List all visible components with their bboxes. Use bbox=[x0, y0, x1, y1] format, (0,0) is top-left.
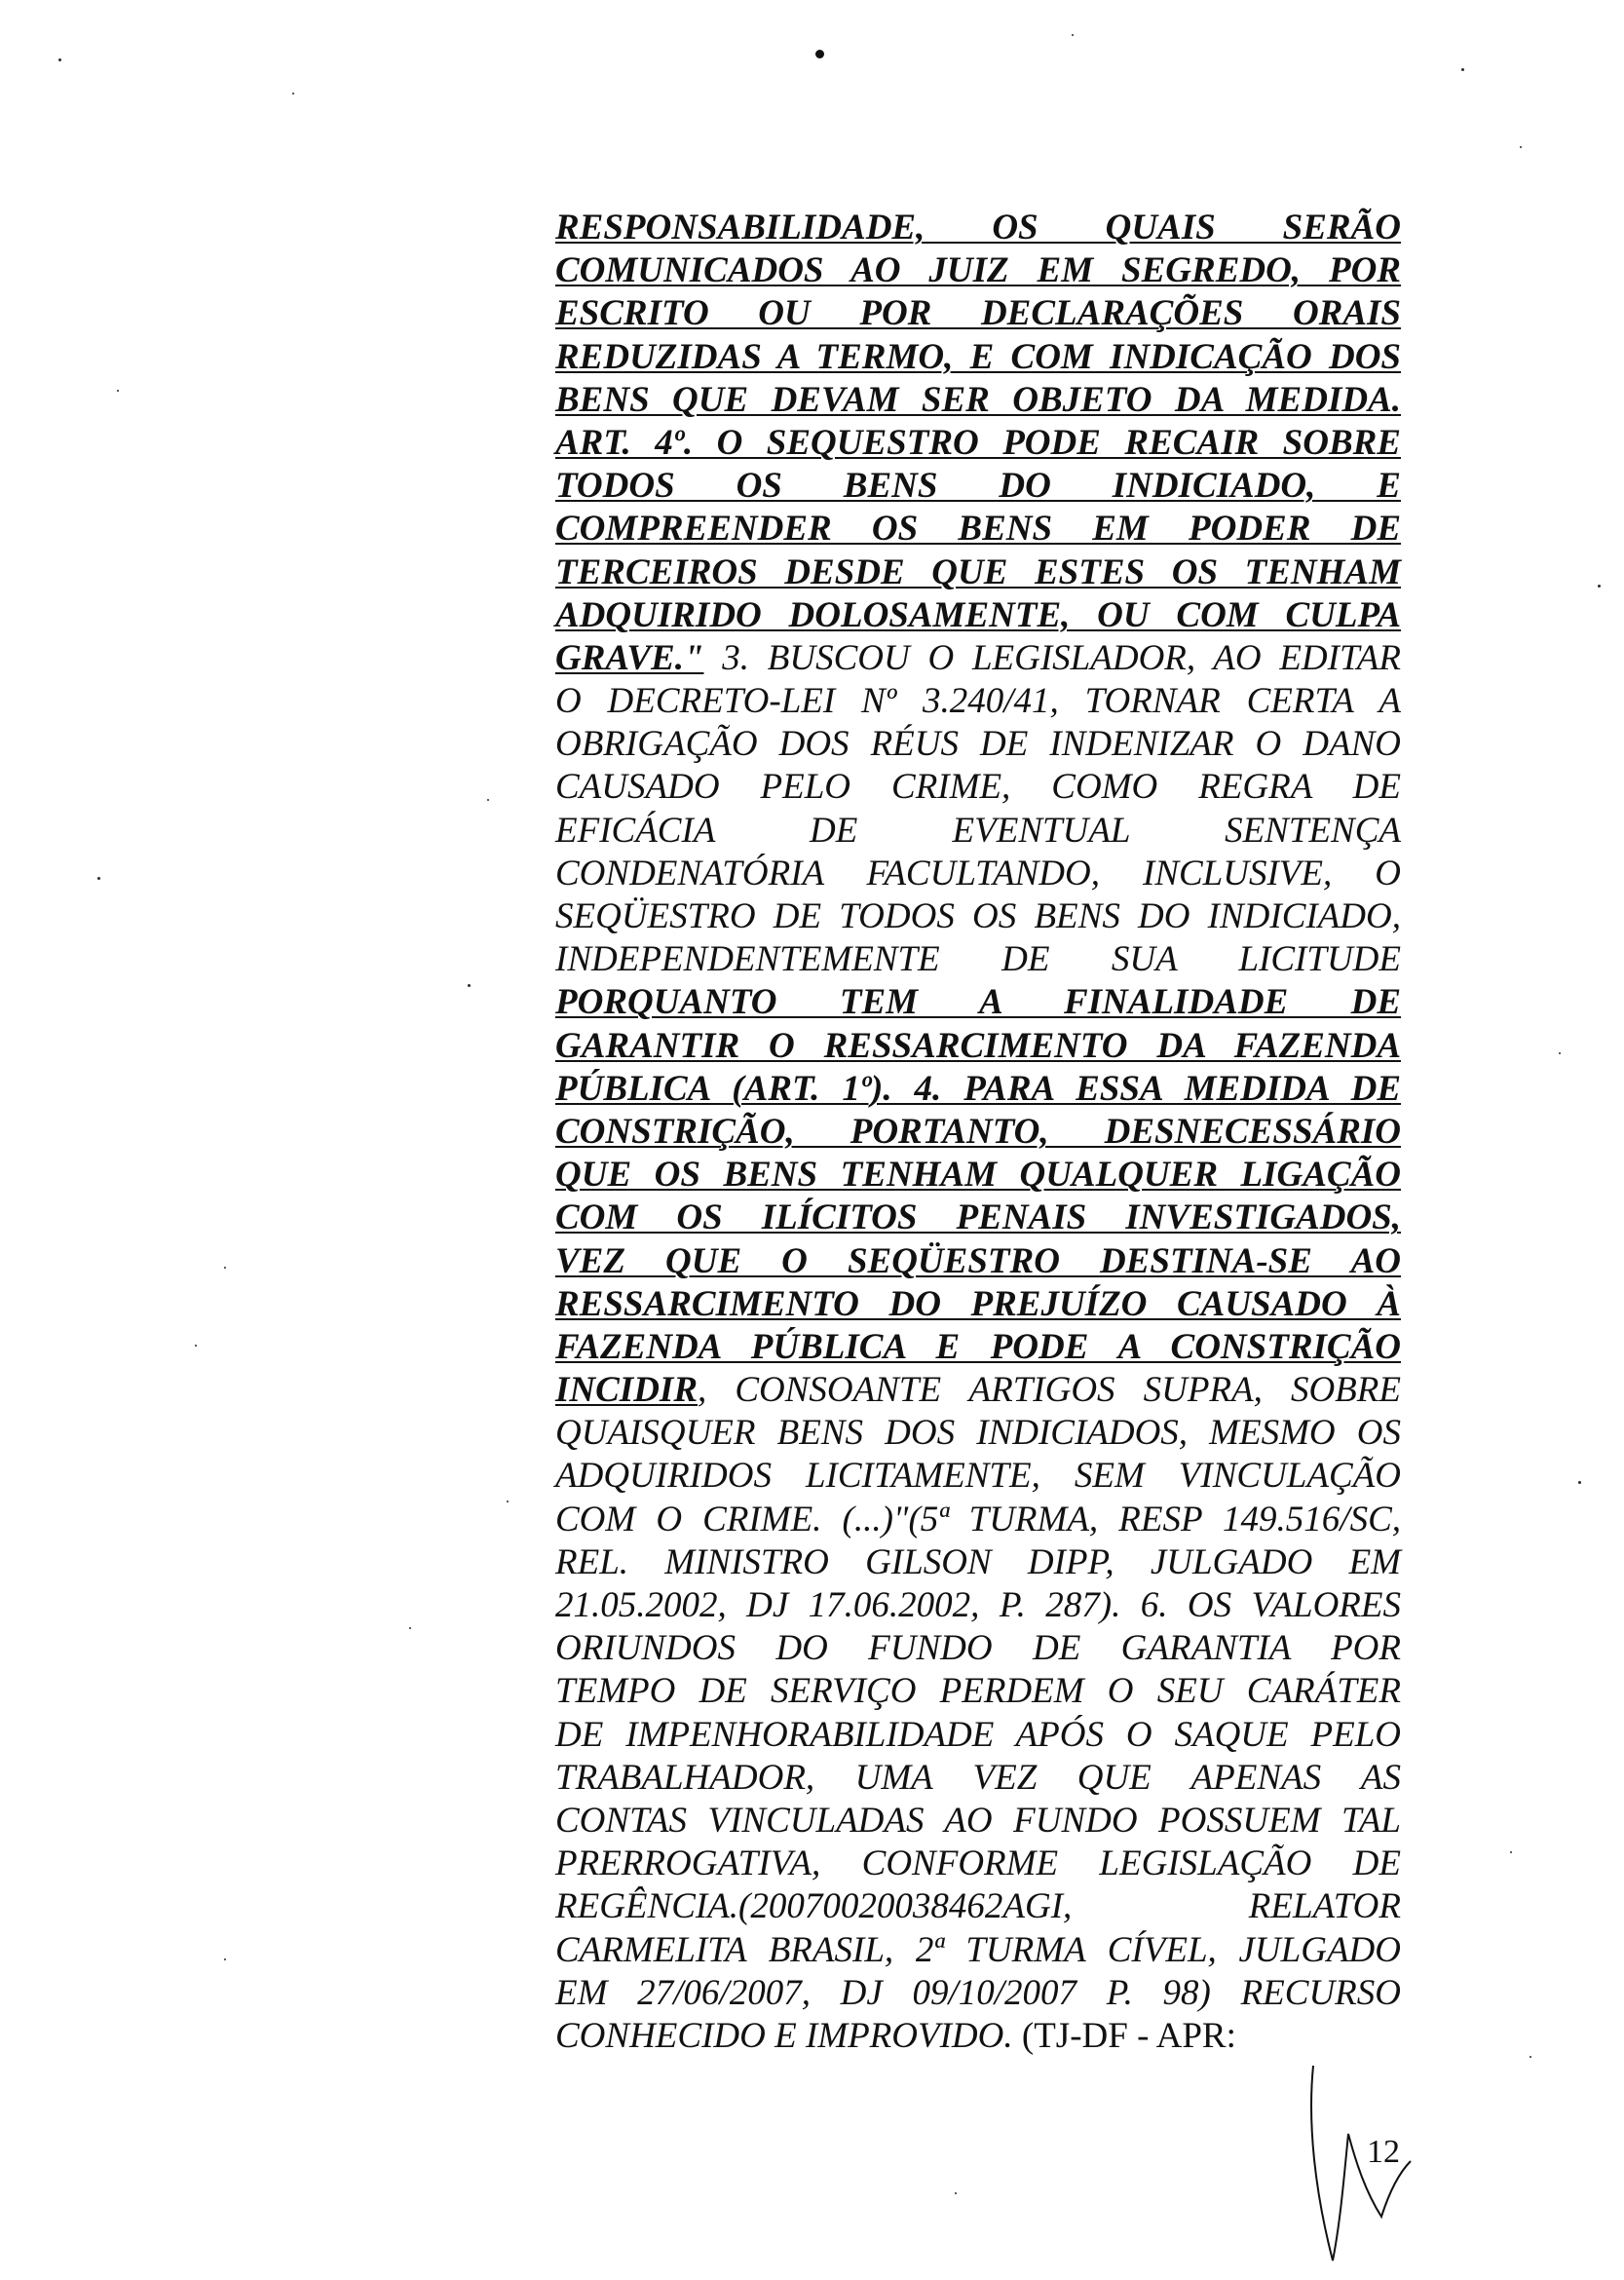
text-segment: PRERROGATIVA, CONFORME LEGISLAÇÃO DE bbox=[555, 1843, 1401, 1884]
text-line bbox=[555, 1326, 1401, 1369]
emphasized-text: QUE OS BENS TENHAM QUALQUER LIGAÇÃO bbox=[555, 1155, 1401, 1196]
text-line bbox=[555, 637, 1401, 680]
emphasized-text: PORQUANTO TEM A FINALIDADE DE bbox=[555, 982, 1401, 1023]
text-line bbox=[555, 1499, 1401, 1541]
emphasized-text: COMUNICADOS AO JUIZ EM SEGREDO, POR bbox=[555, 250, 1401, 291]
scan-speck bbox=[409, 1627, 411, 1629]
text-line bbox=[555, 207, 1401, 249]
text-line bbox=[555, 1025, 1401, 1068]
text-segment: QUAISQUER BENS DOS INDICIADOS, MESMO OS bbox=[555, 1413, 1401, 1454]
text-line bbox=[555, 551, 1401, 594]
text-line bbox=[555, 1627, 1401, 1670]
text-segment: (TJ-DF - APR: bbox=[1012, 2015, 1236, 2056]
text-segment: SEQÜESTRO DE TODOS OS BENS DO INDICIADO, bbox=[555, 896, 1401, 936]
text-line bbox=[555, 336, 1401, 379]
text-line bbox=[555, 292, 1401, 335]
text-segment: TRABALHADOR, UMA VEZ QUE APENAS AS bbox=[555, 1757, 1401, 1798]
scan-speck bbox=[487, 799, 489, 801]
text-segment: TEMPO DE SERVIÇO PERDEM O SEU CARÁTER bbox=[555, 1671, 1401, 1712]
text-line bbox=[555, 981, 1401, 1024]
scan-speck bbox=[1461, 68, 1464, 71]
text-line bbox=[555, 1283, 1401, 1326]
emphasized-text: FAZENDA PÚBLICA E PODE A CONSTRIÇÃO bbox=[555, 1326, 1401, 1367]
emphasized-text: BENS QUE DEVAM SER OBJETO DA MEDIDA. bbox=[555, 379, 1401, 420]
scan-speck bbox=[1578, 1481, 1581, 1484]
text-segment: CARMELITA BRASIL, 2ª TURMA CÍVEL, JULGADO bbox=[555, 1929, 1401, 1970]
emphasized-text: CONSTRIÇÃO, PORTANTO, DESNECESSÁRIO bbox=[555, 1111, 1401, 1152]
text-line bbox=[555, 723, 1401, 766]
page-number: 12 bbox=[1367, 2134, 1400, 2170]
emphasized-text: GRAVE." bbox=[555, 637, 704, 678]
text-line bbox=[555, 810, 1401, 853]
scan-speck bbox=[468, 984, 471, 987]
emphasized-text: ADQUIRIDO DOLOSAMENTE, OU COM CULPA bbox=[555, 594, 1401, 635]
emphasized-text: ART. 4º. O SEQUESTRO PODE RECAIR SOBRE bbox=[555, 422, 1401, 463]
text-segment: OBRIGAÇÃO DOS RÉUS DE INDENIZAR O DANO bbox=[555, 724, 1401, 765]
scan-speck bbox=[195, 1345, 197, 1347]
text-segment: , CONSOANTE ARTIGOS SUPRA, SOBRE bbox=[698, 1370, 1401, 1411]
text-line bbox=[555, 1541, 1401, 1584]
emphasized-text: COM OS ILÍCITOS PENAIS INVESTIGADOS, bbox=[555, 1197, 1401, 1238]
scan-speck bbox=[292, 93, 294, 95]
text-line bbox=[555, 249, 1401, 292]
emphasized-text: TERCEIROS DESDE QUE ESTES OS TENHAM bbox=[555, 551, 1401, 592]
text-line bbox=[555, 938, 1401, 981]
text-line bbox=[555, 680, 1401, 723]
text-segment: COM O CRIME. (...)"(5ª TURMA, RESP 149.516/SC, bbox=[555, 1499, 1401, 1539]
text-line bbox=[555, 1843, 1401, 1885]
text-segment: ADQUIRIDOS LICITAMENTE, SEM VINCULAÇÃO bbox=[555, 1456, 1401, 1497]
emphasized-text: VEZ QUE O SEQÜESTRO DESTINA-SE AO bbox=[555, 1240, 1401, 1281]
scan-speck bbox=[97, 877, 100, 880]
text-line bbox=[555, 1714, 1401, 1757]
text-segment: REL. MINISTRO GILSON DIPP, JULGADO EM bbox=[555, 1541, 1401, 1582]
emphasized-text: INCIDIR bbox=[555, 1370, 698, 1411]
text-line bbox=[555, 1111, 1401, 1154]
text-line bbox=[555, 1584, 1401, 1627]
emphasized-text: ESCRITO OU POR DECLARAÇÕES ORAIS bbox=[555, 293, 1401, 334]
text-line bbox=[555, 508, 1401, 551]
emphasized-text: REDUZIDAS A TERMO, E COM INDICAÇÃO DOS bbox=[555, 336, 1401, 377]
text-line bbox=[555, 465, 1401, 508]
text-segment: EM 27/06/2007, DJ 09/10/2007 P. 98) RECURSO bbox=[555, 1972, 1401, 2013]
scan-speck bbox=[1559, 1052, 1561, 1054]
text-segment: 3. BUSCOU O LEGISLADOR, AO EDITAR bbox=[703, 637, 1401, 678]
text-line bbox=[555, 1670, 1401, 1713]
scan-speck bbox=[224, 1958, 226, 1960]
text-segment: 21.05.2002, DJ 17.06.2002, P. 287). 6. OS VALORES bbox=[555, 1585, 1401, 1625]
emphasized-text: RESSARCIMENTO DO PREJUÍZO CAUSADO À bbox=[555, 1283, 1401, 1324]
text-line bbox=[555, 766, 1401, 809]
text-segment: INDEPENDENTEMENTE DE SUA LICITUDE bbox=[555, 939, 1401, 980]
text-segment: CONTAS VINCULADAS AO FUNDO POSSUEM TAL bbox=[555, 1800, 1401, 1841]
text-line bbox=[555, 1757, 1401, 1800]
scan-speck bbox=[224, 1267, 226, 1269]
scan-speck bbox=[507, 1501, 509, 1502]
text-line bbox=[555, 1885, 1401, 1928]
text-line bbox=[555, 2015, 1401, 2058]
text-segment: REGÊNCIA.(20070020038462AGI, RELATOR bbox=[555, 1886, 1401, 1927]
text-line bbox=[555, 895, 1401, 938]
text-segment: CAUSADO PELO CRIME, COMO REGRA DE bbox=[555, 767, 1401, 808]
text-line bbox=[555, 1929, 1401, 1972]
text-segment: CONHECIDO E IMPROVIDO. bbox=[555, 2015, 1013, 2056]
scan-speck bbox=[117, 390, 119, 392]
text-segment: ORIUNDOS DO FUNDO DE GARANTIA POR bbox=[555, 1628, 1401, 1669]
emphasized-text: COMPREENDER OS BENS EM PODER DE bbox=[555, 509, 1401, 550]
scan-speck bbox=[1530, 2056, 1531, 2058]
text-line bbox=[555, 1068, 1401, 1111]
text-line bbox=[555, 1197, 1401, 1239]
scan-speck bbox=[1598, 585, 1601, 588]
emphasized-text: GARANTIR O RESSARCIMENTO DA FAZENDA bbox=[555, 1025, 1401, 1066]
text-line bbox=[555, 1369, 1401, 1412]
text-segment: EFICÁCIA DE EVENTUAL SENTENÇA bbox=[555, 810, 1401, 851]
scan-speck bbox=[1510, 1851, 1512, 1853]
text-segment: CONDENATÓRIA FACULTANDO, INCLUSIVE, O bbox=[555, 853, 1401, 893]
text-segment: DE IMPENHORABILIDADE APÓS O SAQUE PELO bbox=[555, 1714, 1401, 1755]
scan-artifact-dot bbox=[815, 50, 824, 58]
emphasized-text: TODOS OS BENS DO INDICIADO, E bbox=[555, 466, 1401, 507]
text-line bbox=[555, 1240, 1401, 1283]
emphasized-text: RESPONSABILIDADE, OS QUAIS SERÃO bbox=[555, 208, 1401, 247]
text-line bbox=[555, 1455, 1401, 1498]
text-line bbox=[555, 1800, 1401, 1843]
text-line bbox=[555, 1972, 1401, 2015]
scan-speck bbox=[1072, 34, 1074, 36]
text-line bbox=[555, 594, 1401, 637]
signature-mark bbox=[1305, 2046, 1422, 2280]
text-line bbox=[555, 1154, 1401, 1197]
text-segment: O DECRETO-LEI Nº 3.240/41, TORNAR CERTA A bbox=[555, 681, 1401, 722]
text-line bbox=[555, 422, 1401, 465]
body-text bbox=[555, 207, 1401, 2058]
scan-speck bbox=[955, 2192, 957, 2194]
text-line bbox=[555, 379, 1401, 422]
text-line bbox=[555, 853, 1401, 895]
scan-speck bbox=[58, 58, 61, 61]
emphasized-text: PÚBLICA (ART. 1º). 4. PARA ESSA MEDIDA DE bbox=[555, 1068, 1401, 1109]
scan-speck bbox=[1520, 146, 1522, 148]
text-line bbox=[555, 1412, 1401, 1455]
